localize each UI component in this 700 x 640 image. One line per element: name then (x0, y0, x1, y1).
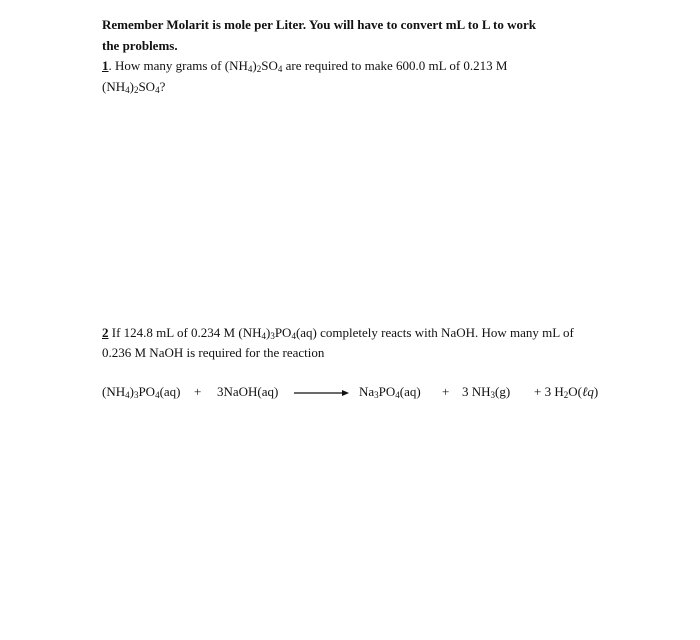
question-1-line-1: 1. How many grams of $(NH_4)_2SO_4$ are required to make 600.0 mL of 0.213 M (102, 58, 508, 74)
question-2-number: 2 (102, 325, 109, 340)
reactant-ammonium-phosphate: $(NH_4)_3PO_4(aq)$ (102, 384, 181, 400)
instruction-line-1: Remember Molarit is mole per Liter. You will have to convert mL to L to work (102, 17, 536, 32)
product-water: + 3 $H_2O(\ell q)$ (534, 384, 599, 400)
question-1-number: 1 (102, 58, 109, 73)
question-2-line-1: 2 If 124.8 mL of 0.234 M $(NH_4)_3PO_4(aq)$ completely reacts with NaOH. How many mL of (102, 325, 574, 341)
product-ammonia: 3 $NH_3(g)$ (462, 384, 511, 400)
reaction-arrow-icon (292, 384, 350, 402)
question-1-line-2: $(NH_4)_2SO_4$? (102, 79, 166, 95)
plus-sign-2: + (442, 384, 450, 399)
question-2-line-2: 0.236 M NaOH is required for the reaction (102, 345, 325, 360)
plus-sign-1: + (194, 384, 202, 399)
reaction-equation (102, 384, 642, 402)
reactant-sodium-hydroxide: 3NaOH(aq) (217, 384, 279, 399)
instruction-line-2: the problems. (102, 38, 178, 53)
product-sodium-phosphate: $Na_3PO_4(aq)$ (359, 384, 421, 400)
